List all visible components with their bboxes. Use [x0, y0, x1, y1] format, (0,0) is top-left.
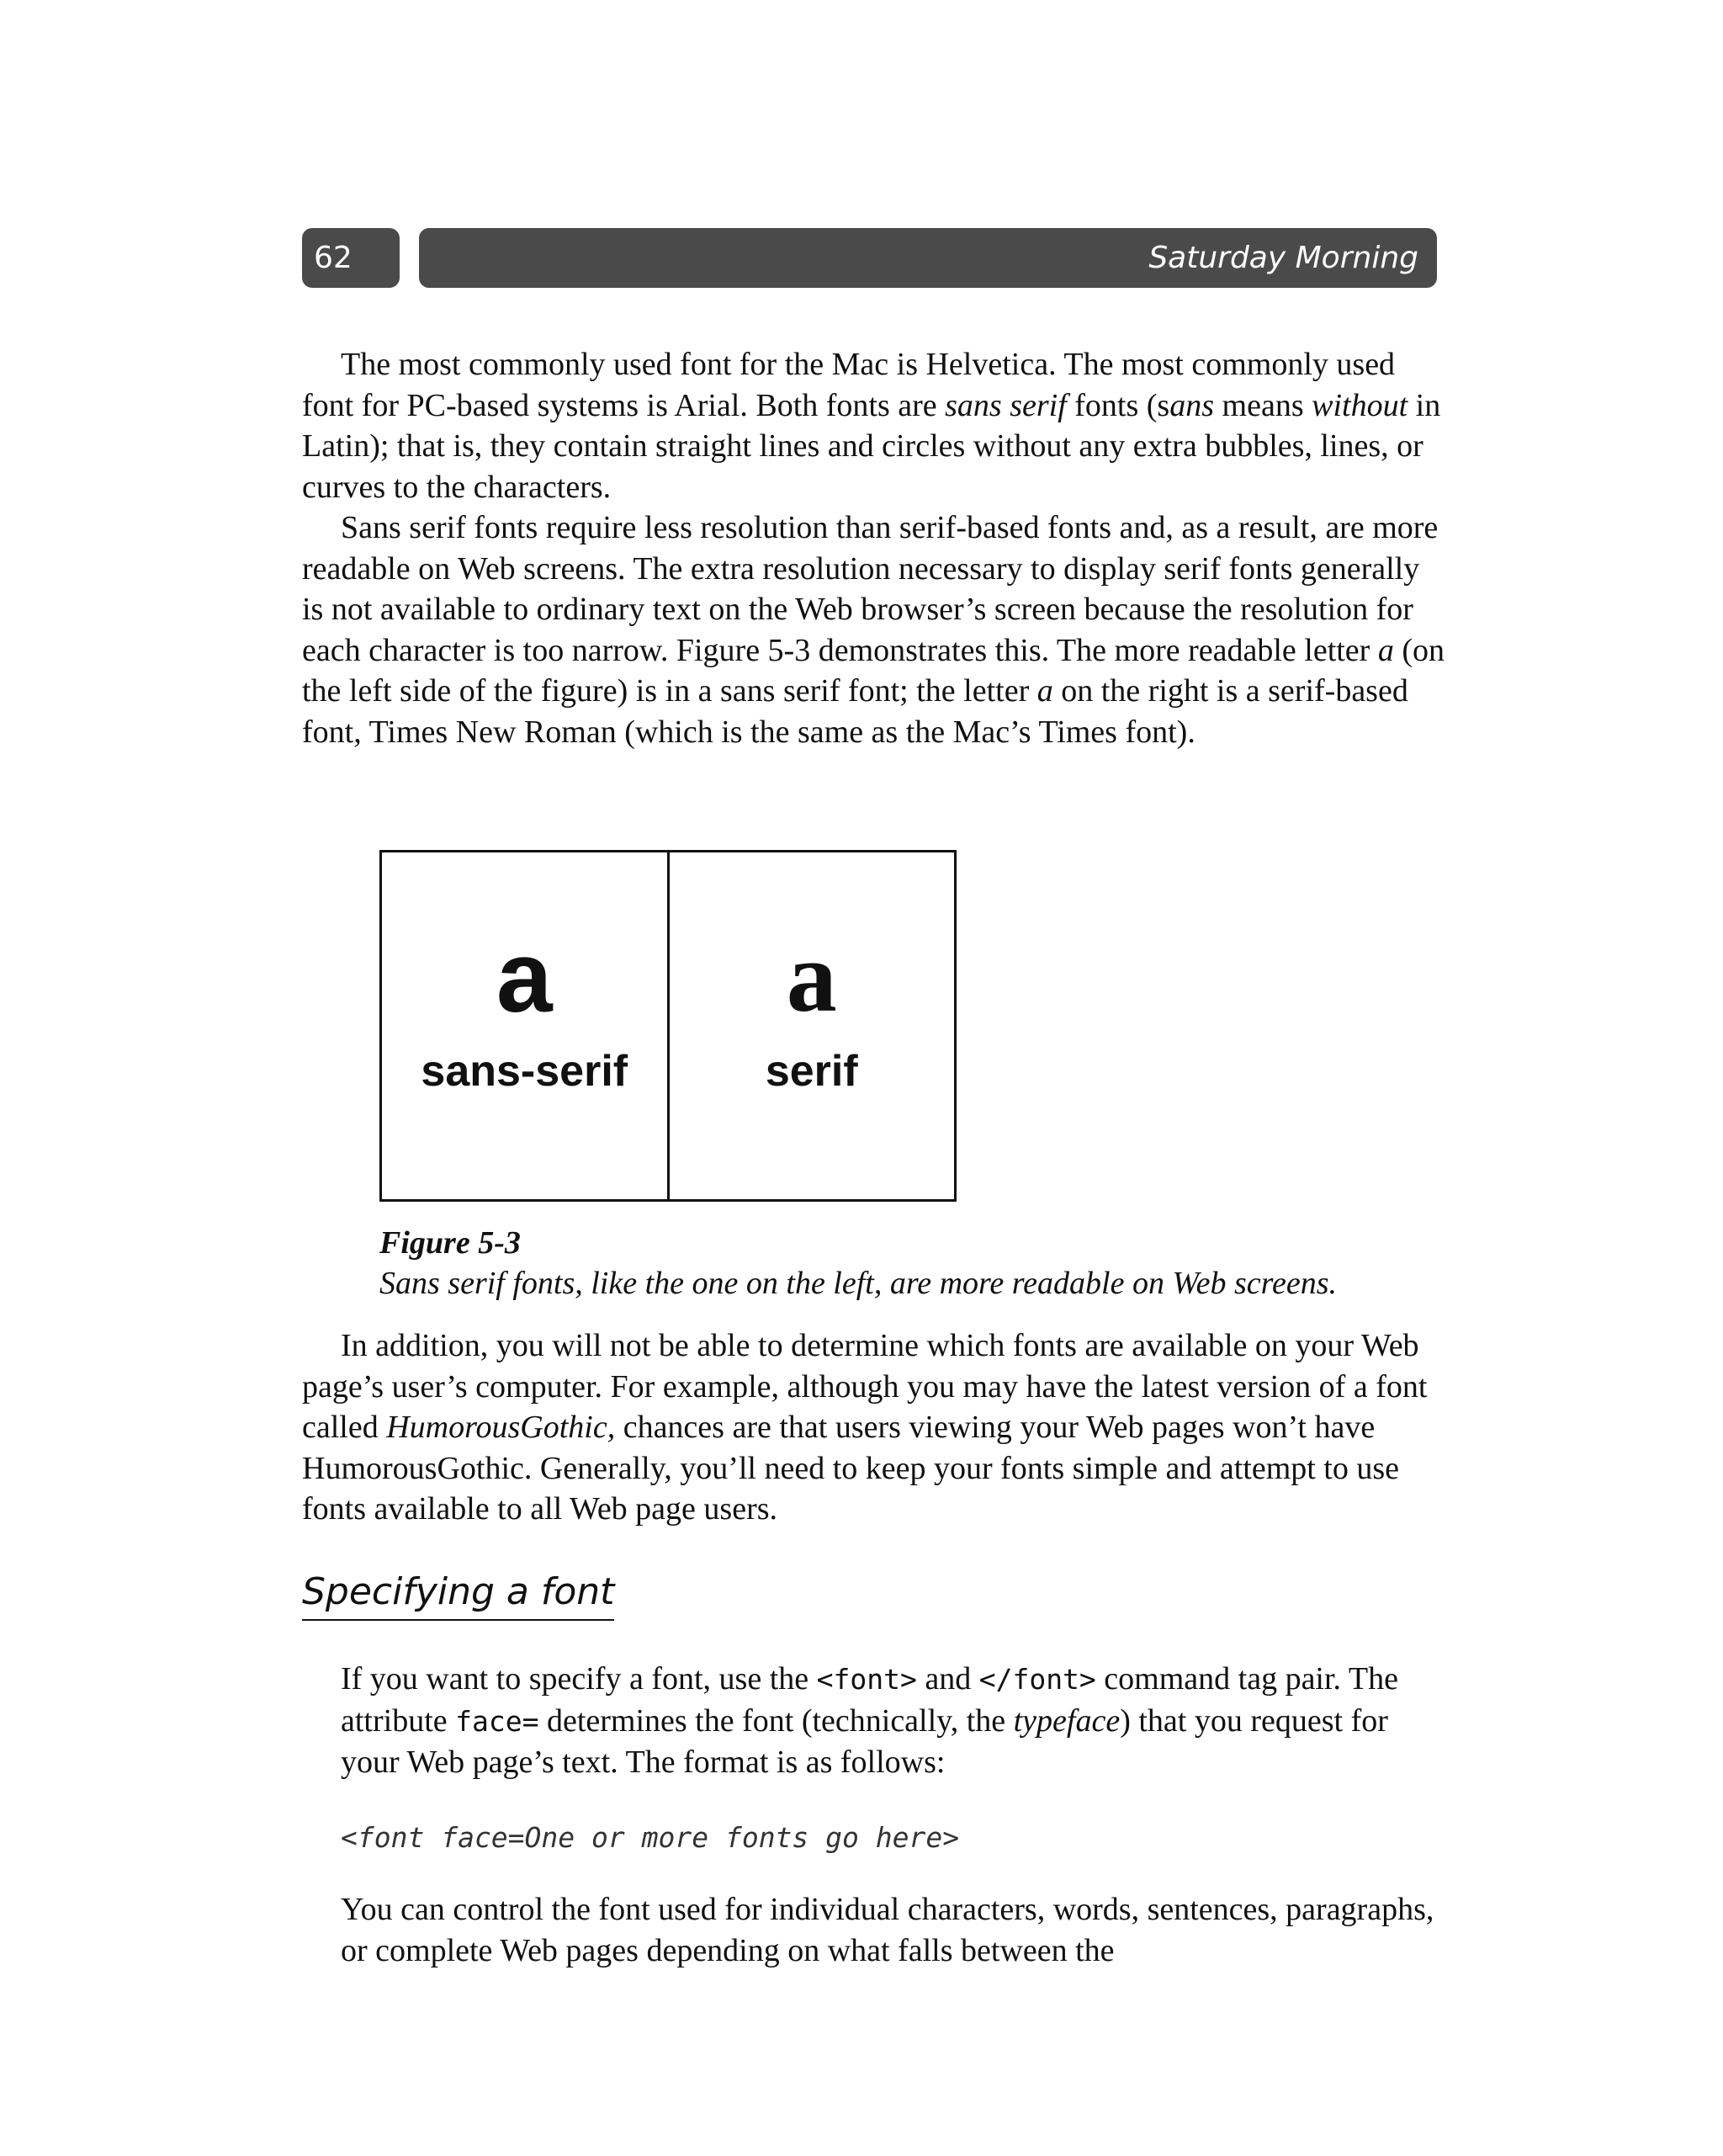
- paragraph-fonts-intro: The most commonly used font for the Mac is Helvetica. The most commonly used font for PC-based systems is Arial. Both fonts are sans serif fonts (sans means without in Latin); that is, they contain straight lines and circles without any extra bubbles, lines, or curves to the characters.: [302, 347, 1441, 505]
- running-header: Saturday Morning: [419, 228, 1437, 288]
- paragraph-control: You can control the font used for individual characters, words, sentences, paragraphs, or complete Web pages depending on what falls between the: [341, 1892, 1434, 1968]
- figure-caption-text: Sans serif fonts, like the one on the left, are more readable on Web screens.: [379, 1266, 1338, 1301]
- sans-serif-label: sans-serif: [421, 1047, 628, 1096]
- page-number: 62: [302, 228, 400, 288]
- serif-label: serif: [765, 1047, 858, 1096]
- code-example: <font face=One or more fonts go here>: [341, 1821, 960, 1854]
- paragraph-font-tag: If you want to specify a font, use the <font> and </font> command tag pair. The attribute face= determines the font (technically, the typeface) that you request for your Web page’s text. The format is as follows:: [341, 1661, 1398, 1780]
- section-heading: Specifying a font: [302, 1567, 614, 1621]
- figure-sans-serif-panel: [382, 852, 670, 1199]
- figure-5-3: [379, 850, 957, 1202]
- sans-serif-letter: a: [496, 921, 553, 1033]
- figure-serif-panel: [670, 852, 955, 1199]
- serif-letter: a: [786, 921, 837, 1033]
- figure-caption-label: Figure 5-3: [379, 1225, 521, 1261]
- paragraph-availability: In addition, you will not be able to determine which fonts are available on your Web page’s user’s computer. For example, although you may have the latest version of a font called HumorousGothic, chances are that users viewing your Web pages won’t have HumorousGothic. Generally, you’ll need to keep your fonts simple and attempt to use fonts available to all Web page users.: [302, 1328, 1428, 1527]
- paragraph-resolution: Sans serif fonts require less resolution than serif-based fonts and, as a result, are more readable on Web screens. The extra resolution necessary to display serif fonts generally is not available to ordinary text on the Web browser’s screen because the resolution for each character is too narrow. Figure 5-3 demonstrates this. The more readable letter a (on the left side of the figure) is in a sans serif font; the letter a on the right is a serif-based font, Times New Roman (which is the same as the Mac’s Times font).: [302, 510, 1445, 750]
